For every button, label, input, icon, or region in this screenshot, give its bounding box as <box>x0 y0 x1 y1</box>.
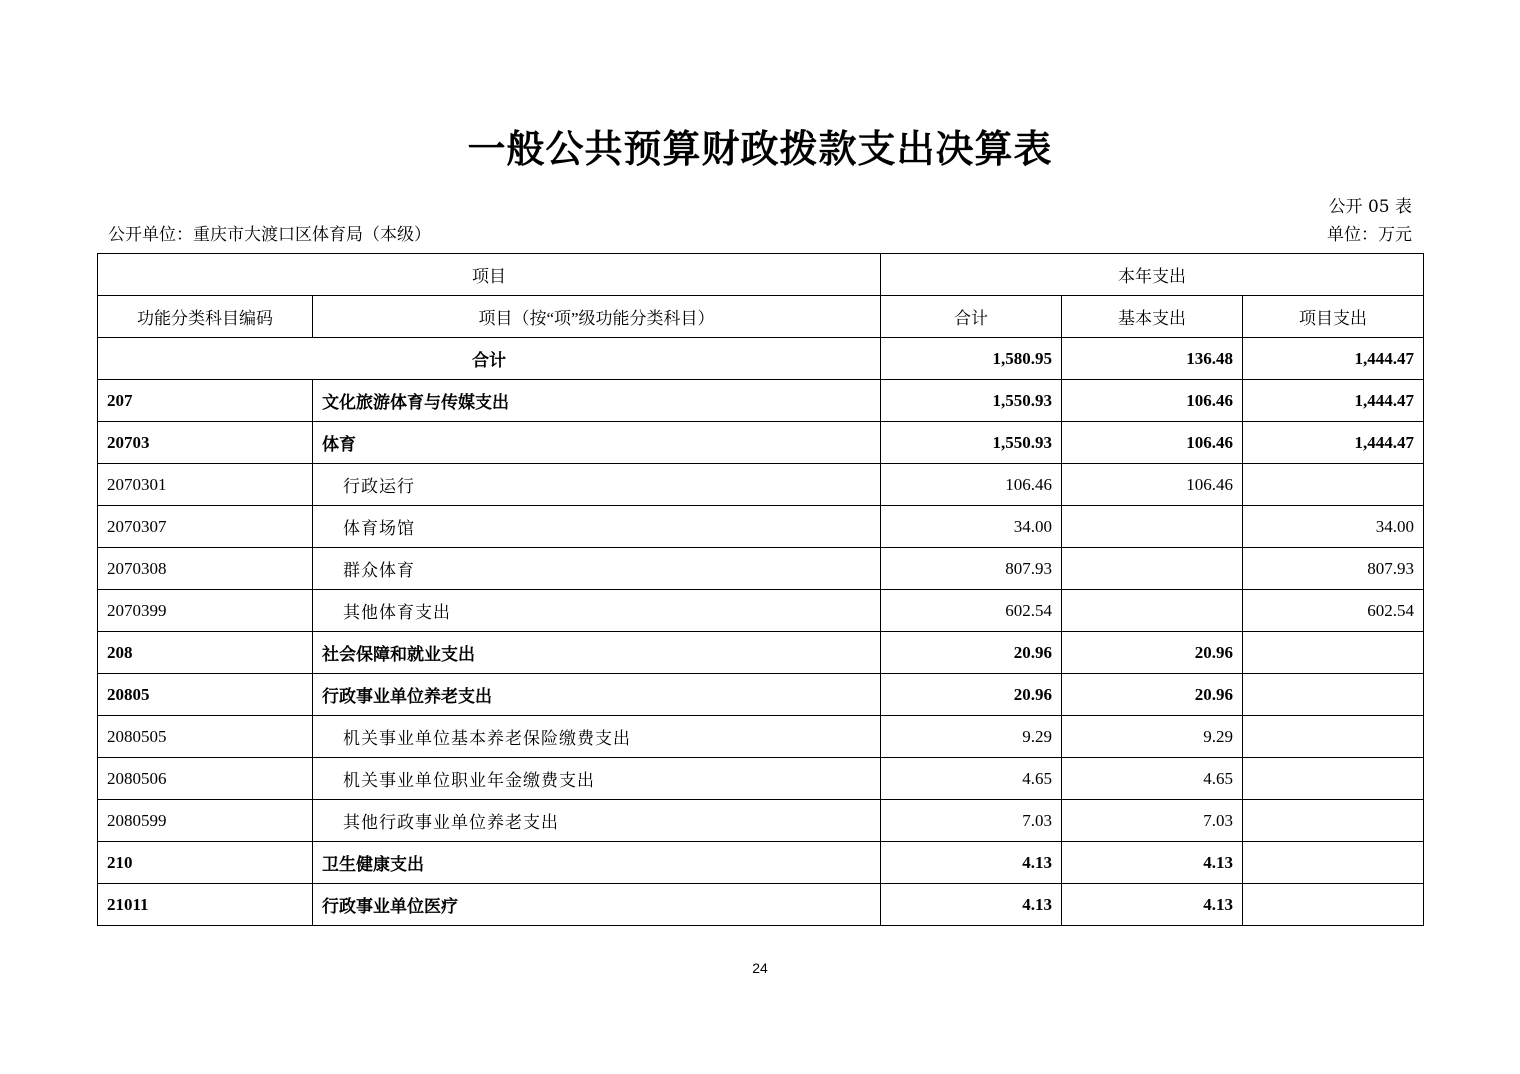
expenditure-table <box>97 253 1424 926</box>
table-row <box>98 422 1424 464</box>
row-project <box>1243 674 1424 716</box>
row-item-name: 行政事业单位养老支出 <box>313 674 881 716</box>
row-total: 4.13 <box>881 884 1062 926</box>
row-basic: 20.96 <box>1062 674 1243 716</box>
row-basic <box>1062 506 1243 548</box>
row-item-name: 其他行政事业单位养老支出 <box>313 800 881 842</box>
row-project: 602.54 <box>1243 590 1424 632</box>
total-row <box>98 338 1424 380</box>
row-item-name: 其他体育支出 <box>313 590 881 632</box>
row-total: 20.96 <box>881 674 1062 716</box>
row-item-name: 卫生健康支出 <box>313 842 881 884</box>
row-total: 4.65 <box>881 758 1062 800</box>
row-code: 2080599 <box>98 800 313 842</box>
row-basic <box>1062 590 1243 632</box>
row-project <box>1243 464 1424 506</box>
table-row <box>98 674 1424 716</box>
row-total: 602.54 <box>881 590 1062 632</box>
row-project <box>1243 842 1424 884</box>
row-total: 1,550.93 <box>881 422 1062 464</box>
row-project: 1,444.47 <box>1243 422 1424 464</box>
row-code: 210 <box>98 842 313 884</box>
table-row <box>98 632 1424 674</box>
row-item-name: 机关事业单位职业年金缴费支出 <box>313 758 881 800</box>
table-row <box>98 548 1424 590</box>
row-total: 20.96 <box>881 632 1062 674</box>
row-project: 34.00 <box>1243 506 1424 548</box>
header-item-group: 项目 <box>98 254 881 296</box>
row-total: 7.03 <box>881 800 1062 842</box>
row-code: 20703 <box>98 422 313 464</box>
page-title: 一般公共预算财政拨款支出决算表 <box>467 127 1053 171</box>
table-row <box>98 758 1424 800</box>
row-item-name: 群众体育 <box>313 548 881 590</box>
row-total: 106.46 <box>881 464 1062 506</box>
row-code: 2080506 <box>98 758 313 800</box>
table-row <box>98 590 1424 632</box>
row-basic: 20.96 <box>1062 632 1243 674</box>
page-number: 24 <box>752 960 768 976</box>
header-basic: 基本支出 <box>1062 296 1243 338</box>
table-row <box>98 842 1424 884</box>
row-item-name: 体育 <box>313 422 881 464</box>
header-row-columns <box>98 296 1424 338</box>
row-total: 4.13 <box>881 842 1062 884</box>
row-project <box>1243 632 1424 674</box>
row-total: 807.93 <box>881 548 1062 590</box>
row-item-name: 行政事业单位医疗 <box>313 884 881 926</box>
table-row <box>98 884 1424 926</box>
row-total: 9.29 <box>881 716 1062 758</box>
row-item-name: 体育场馆 <box>313 506 881 548</box>
row-code: 20805 <box>98 674 313 716</box>
row-code: 2070399 <box>98 590 313 632</box>
total-label: 合计 <box>98 338 881 380</box>
row-item-name: 机关事业单位基本养老保险缴费支出 <box>313 716 881 758</box>
row-project <box>1243 800 1424 842</box>
row-project: 1,444.47 <box>1243 380 1424 422</box>
row-project <box>1243 716 1424 758</box>
row-project <box>1243 758 1424 800</box>
header-row-group <box>98 254 1424 296</box>
row-basic: 4.13 <box>1062 842 1243 884</box>
row-code: 2070301 <box>98 464 313 506</box>
row-item-name: 文化旅游体育与传媒支出 <box>313 380 881 422</box>
table-row <box>98 380 1424 422</box>
row-item-name: 社会保障和就业支出 <box>313 632 881 674</box>
row-code: 2070307 <box>98 506 313 548</box>
table-row <box>98 800 1424 842</box>
row-basic: 4.13 <box>1062 884 1243 926</box>
row-code: 2080505 <box>98 716 313 758</box>
row-basic: 4.65 <box>1062 758 1243 800</box>
row-project: 807.93 <box>1243 548 1424 590</box>
row-code: 21011 <box>98 884 313 926</box>
total-project: 1,444.47 <box>1243 338 1424 380</box>
header-item-name: 项目（按“项”级功能分类科目） <box>313 296 881 338</box>
total-basic: 136.48 <box>1062 338 1243 380</box>
row-code: 2070308 <box>98 548 313 590</box>
row-basic: 7.03 <box>1062 800 1243 842</box>
row-basic: 106.46 <box>1062 422 1243 464</box>
row-basic: 106.46 <box>1062 380 1243 422</box>
table-row <box>98 464 1424 506</box>
header-total: 合计 <box>881 296 1062 338</box>
header-project: 项目支出 <box>1243 296 1424 338</box>
row-basic <box>1062 548 1243 590</box>
header-year-group: 本年支出 <box>881 254 1424 296</box>
row-item-name: 行政运行 <box>313 464 881 506</box>
row-total: 1,550.93 <box>881 380 1062 422</box>
row-code: 207 <box>98 380 313 422</box>
table-row <box>98 716 1424 758</box>
total-value: 1,580.95 <box>881 338 1062 380</box>
row-code: 208 <box>98 632 313 674</box>
row-project <box>1243 884 1424 926</box>
row-basic: 9.29 <box>1062 716 1243 758</box>
reporting-unit: 公开单位：重庆市大渡口区体育局（本级） <box>108 225 431 245</box>
table-row <box>98 506 1424 548</box>
table-number: 公开 05 表 <box>1328 197 1412 217</box>
row-basic: 106.46 <box>1062 464 1243 506</box>
row-total: 34.00 <box>881 506 1062 548</box>
currency-unit: 单位：万元 <box>1327 225 1412 245</box>
header-code: 功能分类科目编码 <box>98 296 313 338</box>
